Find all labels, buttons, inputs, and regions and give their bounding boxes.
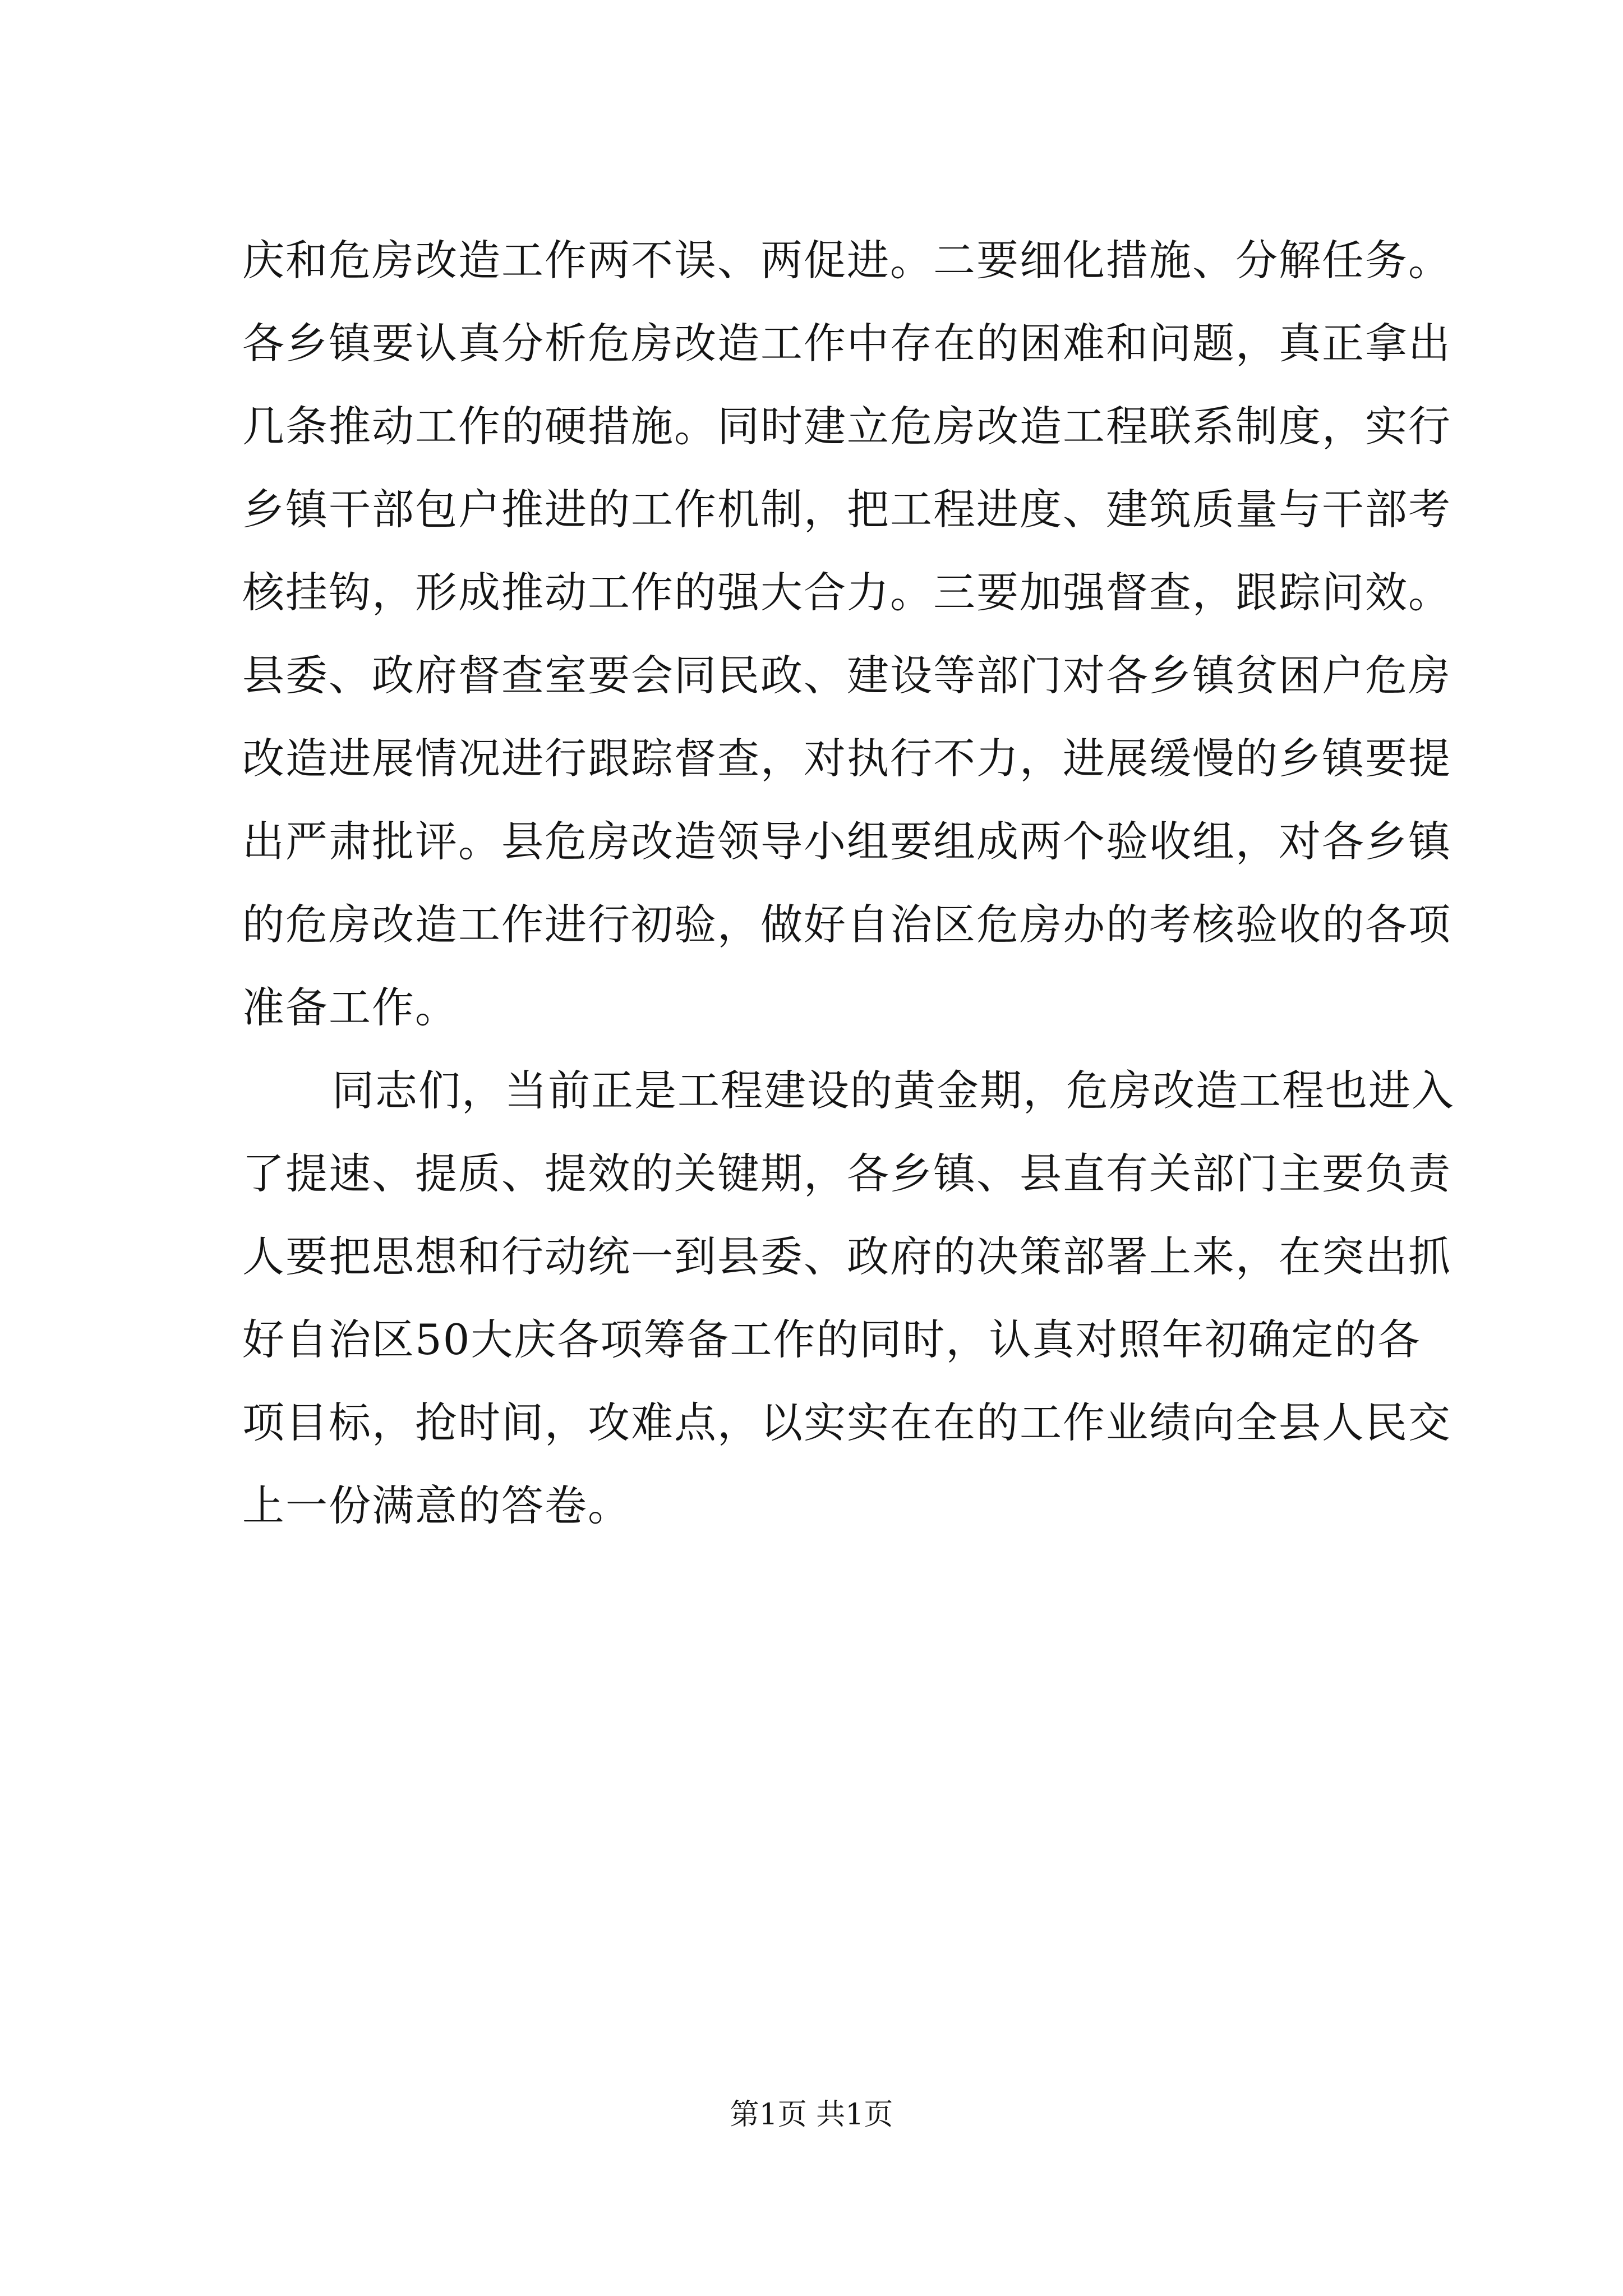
text-line: 县委、政府督查室要会同民政、建设等部门对各乡镇贫困户危房 xyxy=(242,651,1452,700)
document-body xyxy=(242,219,1455,1547)
text-line: 各乡镇要认真分析危房改造工作中存在的困难和问题，真正拿出 xyxy=(242,319,1452,368)
text-line: 好自治区50大庆各项筹备工作的同时，认真对照年初确定的各 xyxy=(242,1315,1421,1364)
text-line: 几条推动工作的硬措施。同时建立危房改造工程联系制度，实行 xyxy=(242,402,1452,451)
page-footer xyxy=(0,2095,1623,2134)
text-line: 出严肃批评。县危房改造领导小组要组成两个验收组，对各乡镇 xyxy=(242,817,1452,866)
text-line: 的危房改造工作进行初验，做好自治区危房办的考核验收的各项 xyxy=(242,900,1452,949)
text-line: 了提速、提质、提效的关键期，各乡镇、县直有关部门主要负责 xyxy=(242,1149,1452,1198)
page-number-indicator: 第1页 共1页 xyxy=(730,2098,893,2132)
text-line: 项目标，抢时间，攻难点，以实实在在的工作业绩向全县人民交 xyxy=(242,1398,1452,1447)
text-line: 庆和危房改造工作两不误、两促进。二要细化措施、分解任务。 xyxy=(242,236,1452,285)
text-line: 改造进展情况进行跟踪督查，对执行不力，进展缓慢的乡镇要提 xyxy=(242,734,1452,783)
paragraph-1 xyxy=(242,219,1452,1049)
text-line: 上一份满意的答卷。 xyxy=(242,1481,631,1530)
text-line: 核挂钩，形成推动工作的强大合力。三要加强督查，跟踪问效。 xyxy=(242,568,1452,617)
paragraph-2 xyxy=(242,1049,1455,1547)
text-line: 乡镇干部包户推进的工作机制，把工程进度、建筑质量与干部考 xyxy=(242,485,1452,534)
text-line: 同志们，当前正是工程建设的黄金期，危房改造工程也进入 xyxy=(332,1066,1455,1115)
text-line: 准备工作。 xyxy=(242,983,459,1032)
text-line: 人要把思想和行动统一到县委、政府的决策部署上来，在突出抓 xyxy=(242,1232,1452,1281)
